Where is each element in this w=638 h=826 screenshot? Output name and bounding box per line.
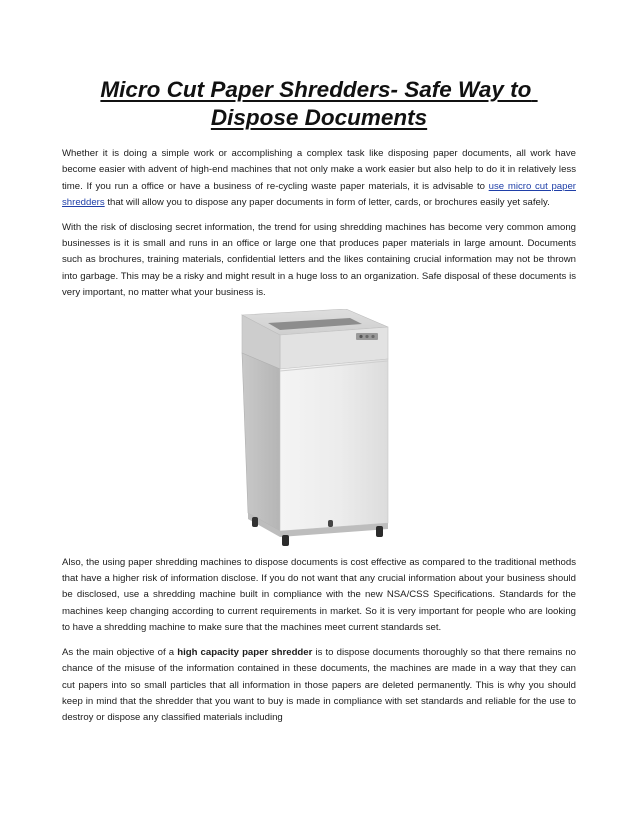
title-line-2: Dispose Documents [210, 105, 428, 130]
high-capacity-shredder-keyword: high capacity paper shredder [177, 646, 313, 658]
micro-cut-shredders-link[interactable]: use micro cut paper shredders [62, 180, 576, 209]
paragraph-cost: Also, the using paper shredding machines to dispose documents is cost effective as compared to the traditional methods that have a higher risk of information disclose. If you do not want that any crucial information about your business should be disclosed, use a shredding machine built in compliance with the new NSA/CSS Specifications. Standards for the machines keep changing according to current requirements in market. So it is very important for people who are looking to have a shredding machine to make sure that the machines meet current standards set. [62, 556, 576, 634]
title-line-1: Micro Cut Paper Shredders- Safe Way to [100, 77, 532, 102]
paragraph-intro-text-end: that will allow you to dispose any paper documents in form of letter, cards, or brochures easily yet safely. [104, 197, 550, 209]
document-title [62, 76, 576, 132]
shredder-illustration [228, 309, 404, 549]
paragraph-risk: With the risk of disclosing secret information, the trend for using shredding machines has become very common among businesses is it is small and runs in an office or large one that produces paper materials in large amount. Documents such as brochures, training materials, confidential letters and the likes containing crucial information may not be thrown into garbage. This may be a risky and might result in a huge loss to an organization. Safe disposal of these documents is very important, no matter what your business is. [62, 221, 576, 299]
paragraph-capacity-text-start: As the main objective of a [62, 646, 178, 658]
paragraph-intro [62, 146, 576, 212]
shredder-image [62, 309, 576, 549]
paragraph-capacity [62, 645, 576, 727]
paragraph-capacity-text-end: is to dispose documents thoroughly so that there remains no chance of the misuse of the information contained in these documents, the machines are made in a way that they can cut papers into so small particles that all information in those papers are deleted permanently. This is why you should keep in mind that the shredder that you want to buy is made in compliance with set standards and reliable for the use to destroy or dispose any classified materials including [62, 646, 576, 724]
paragraph-intro-text-start: Whether it is doing a simple work or accomplishing a complex task like disposing paper documents, all work have become easier with advent of high-end machines that not only make a work easier but also help to do it in relatively less time. If you run a office or have a business of re-cycling waste paper materials, it is advisable to [62, 148, 576, 192]
